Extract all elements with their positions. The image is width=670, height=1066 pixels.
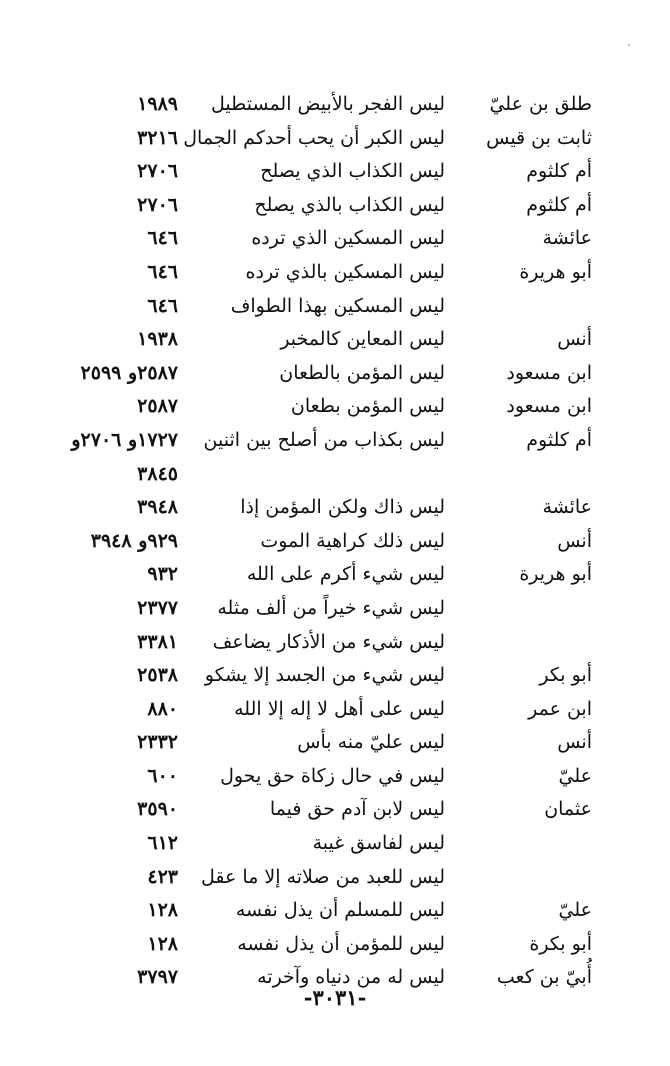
hadith-text-cell: ليس له من دنياه وآخرته bbox=[257, 966, 445, 989]
hadith-text-cell: ليس المعاين كالمخبر bbox=[280, 328, 445, 351]
table-row bbox=[0, 189, 670, 223]
hadith-text-cell: ليس شيء من الجسد إلا يشكو bbox=[204, 664, 445, 687]
reference-number-cell: ٤٢٣ bbox=[147, 865, 178, 888]
hadith-text-cell: ليس المؤمن بالطعان bbox=[279, 361, 445, 384]
hadith-text-cell: ليس الكذاب بالذي يصلح bbox=[254, 193, 445, 216]
reference-number-cell: ٢٥٨٧و ٢٥٩٩ bbox=[80, 361, 178, 384]
reference-number-cell: ٦٤٦ bbox=[147, 294, 178, 317]
narrator-cell: طلق بن عليّ bbox=[489, 93, 592, 115]
scan-speck bbox=[628, 44, 630, 46]
narrator-cell: أنس bbox=[557, 328, 592, 351]
table-row bbox=[0, 491, 670, 525]
table-row bbox=[0, 458, 670, 492]
table-row bbox=[0, 424, 670, 458]
narrator-cell: ابن مسعود bbox=[506, 395, 592, 418]
reference-number-cell: ١٩٨٩ bbox=[137, 93, 178, 115]
hadith-text-cell: ليس بكذاب من أصلح بين اثنين bbox=[203, 428, 445, 451]
narrator-cell: عثمان bbox=[544, 798, 592, 821]
hadith-text-cell: ليس للعبد من صلاته إلا ما عقل bbox=[201, 865, 445, 888]
narrator-cell: عائشة bbox=[542, 496, 592, 519]
reference-number-cell: ٣٧٩٧ bbox=[137, 966, 178, 989]
reference-number-cell: ٦١٢ bbox=[147, 832, 178, 855]
table-row bbox=[0, 256, 670, 290]
reference-number-cell: ٩٣٢ bbox=[147, 563, 178, 586]
narrator-cell: أبو بكر bbox=[539, 664, 592, 687]
reference-number-cell: ١٧٢٧و ٢٧٠٦و bbox=[71, 428, 178, 451]
table-row bbox=[0, 155, 670, 189]
table-row bbox=[0, 88, 670, 122]
reference-number-cell: ٦٠٠ bbox=[147, 764, 178, 787]
reference-number-cell: ١٢٨ bbox=[147, 932, 178, 955]
narrator-cell: أم كلثوم bbox=[526, 193, 592, 216]
table-row bbox=[0, 659, 670, 693]
reference-number-cell: ٣٩٤٨ bbox=[137, 496, 178, 519]
reference-number-cell: ١٩٣٨ bbox=[137, 328, 178, 351]
hadith-text-cell: ليس شيء خيراً من ألف مثله bbox=[217, 596, 445, 619]
table-row bbox=[0, 290, 670, 324]
table-row bbox=[0, 827, 670, 861]
hadith-text-cell: ليس المسكين الذي ترده bbox=[251, 227, 445, 250]
hadith-text-cell: ليس في حال زكاة حق يحول bbox=[220, 764, 445, 787]
hadith-text-cell: ليس لابن آدم حق فيما bbox=[269, 798, 445, 821]
narrator-cell: أبو هريرة bbox=[519, 563, 592, 586]
reference-number-cell: ٣٨٤٥ bbox=[137, 462, 178, 485]
reference-number-cell: ٢٥٣٨ bbox=[137, 664, 178, 687]
table-row bbox=[0, 861, 670, 895]
table-row bbox=[0, 928, 670, 962]
hadith-text-cell: ليس المؤمن بطعان bbox=[290, 395, 445, 418]
reference-number-cell: ٢٥٨٧ bbox=[137, 395, 178, 418]
table-row bbox=[0, 626, 670, 660]
hadith-text-cell: ليس للمؤمن أن يذل نفسه bbox=[237, 932, 445, 955]
hadith-text-cell: ليس شيء من الأذكار يضاعف bbox=[212, 630, 445, 653]
narrator-cell: أبو بكرة bbox=[529, 932, 592, 955]
reference-number-cell: ٣٣٨١ bbox=[137, 630, 178, 653]
narrator-cell: أنس bbox=[557, 731, 592, 754]
hadith-text-cell: ليس على أهل لا إله إلا الله bbox=[234, 697, 445, 720]
narrator-cell: أم كلثوم bbox=[526, 160, 592, 183]
table-row bbox=[0, 793, 670, 827]
hadith-text-cell: ليس الكبر أن يحب أحدكم الجمال bbox=[183, 126, 445, 149]
hadith-text-cell: ليس عليّ منه بأس bbox=[297, 731, 445, 754]
table-row bbox=[0, 726, 670, 760]
table-row bbox=[0, 558, 670, 592]
narrator-cell: أنس bbox=[557, 529, 592, 552]
reference-number-cell: ٦٤٦ bbox=[147, 227, 178, 250]
narrator-cell: عليّ bbox=[558, 764, 592, 787]
narrator-cell: ثابت بن قيس bbox=[486, 126, 592, 149]
table-row bbox=[0, 525, 670, 559]
narrator-cell: عائشة bbox=[542, 227, 592, 250]
hadith-text-cell: ليس ذلك كراهية الموت bbox=[260, 529, 445, 552]
hadith-text-cell: ليس ذاك ولكن المؤمن إذا bbox=[240, 496, 445, 519]
reference-number-cell: ٣٥٩٠ bbox=[137, 798, 178, 821]
hadith-text-cell: ليس الفجر بالأبيض المستطيل bbox=[211, 93, 445, 115]
hadith-index-table bbox=[0, 88, 670, 995]
table-row bbox=[0, 390, 670, 424]
reference-number-cell: ٢٣٧٧ bbox=[137, 596, 178, 619]
hadith-text-cell: ليس المسكين بالذي ترده bbox=[245, 260, 445, 283]
narrator-cell: أبو هريرة bbox=[519, 260, 592, 283]
reference-number-cell: ٨٨٠ bbox=[147, 697, 178, 720]
reference-number-cell: ٢٧٠٦ bbox=[137, 160, 178, 183]
table-row bbox=[0, 357, 670, 391]
reference-number-cell: ١٢٨ bbox=[147, 899, 178, 922]
hadith-text-cell: ليس شيء أكرم على الله bbox=[246, 563, 445, 586]
table-row bbox=[0, 760, 670, 794]
narrator-cell: ابن عمر bbox=[528, 697, 592, 720]
table-row bbox=[0, 592, 670, 626]
narrator-cell: ابن مسعود bbox=[506, 361, 592, 384]
narrator-cell: أم كلثوم bbox=[526, 428, 592, 451]
narrator-cell: عليّ bbox=[558, 899, 592, 922]
table-row bbox=[0, 222, 670, 256]
reference-number-cell: ٦٤٦ bbox=[147, 260, 178, 283]
hadith-text-cell: ليس المسكين بهذا الطواف bbox=[230, 294, 445, 317]
table-row bbox=[0, 323, 670, 357]
table-row bbox=[0, 122, 670, 156]
reference-number-cell: ٢٧٠٦ bbox=[137, 193, 178, 216]
reference-number-cell: ٣٢١٦ bbox=[137, 126, 178, 149]
hadith-text-cell: ليس لفاسق غيبة bbox=[312, 832, 445, 855]
narrator-cell: أُبيّ بن كعب bbox=[496, 966, 592, 989]
page-number: -٣٠٣١- bbox=[303, 985, 367, 1010]
hadith-text-cell: ليس للمسلم أن يذل نفسه bbox=[235, 899, 445, 922]
table-row bbox=[0, 693, 670, 727]
table-row bbox=[0, 894, 670, 928]
reference-number-cell: ٩٢٩و ٣٩٤٨ bbox=[90, 529, 178, 552]
hadith-text-cell: ليس الكذاب الذي يصلح bbox=[260, 160, 445, 183]
reference-number-cell: ٢٣٣٢ bbox=[137, 731, 178, 754]
